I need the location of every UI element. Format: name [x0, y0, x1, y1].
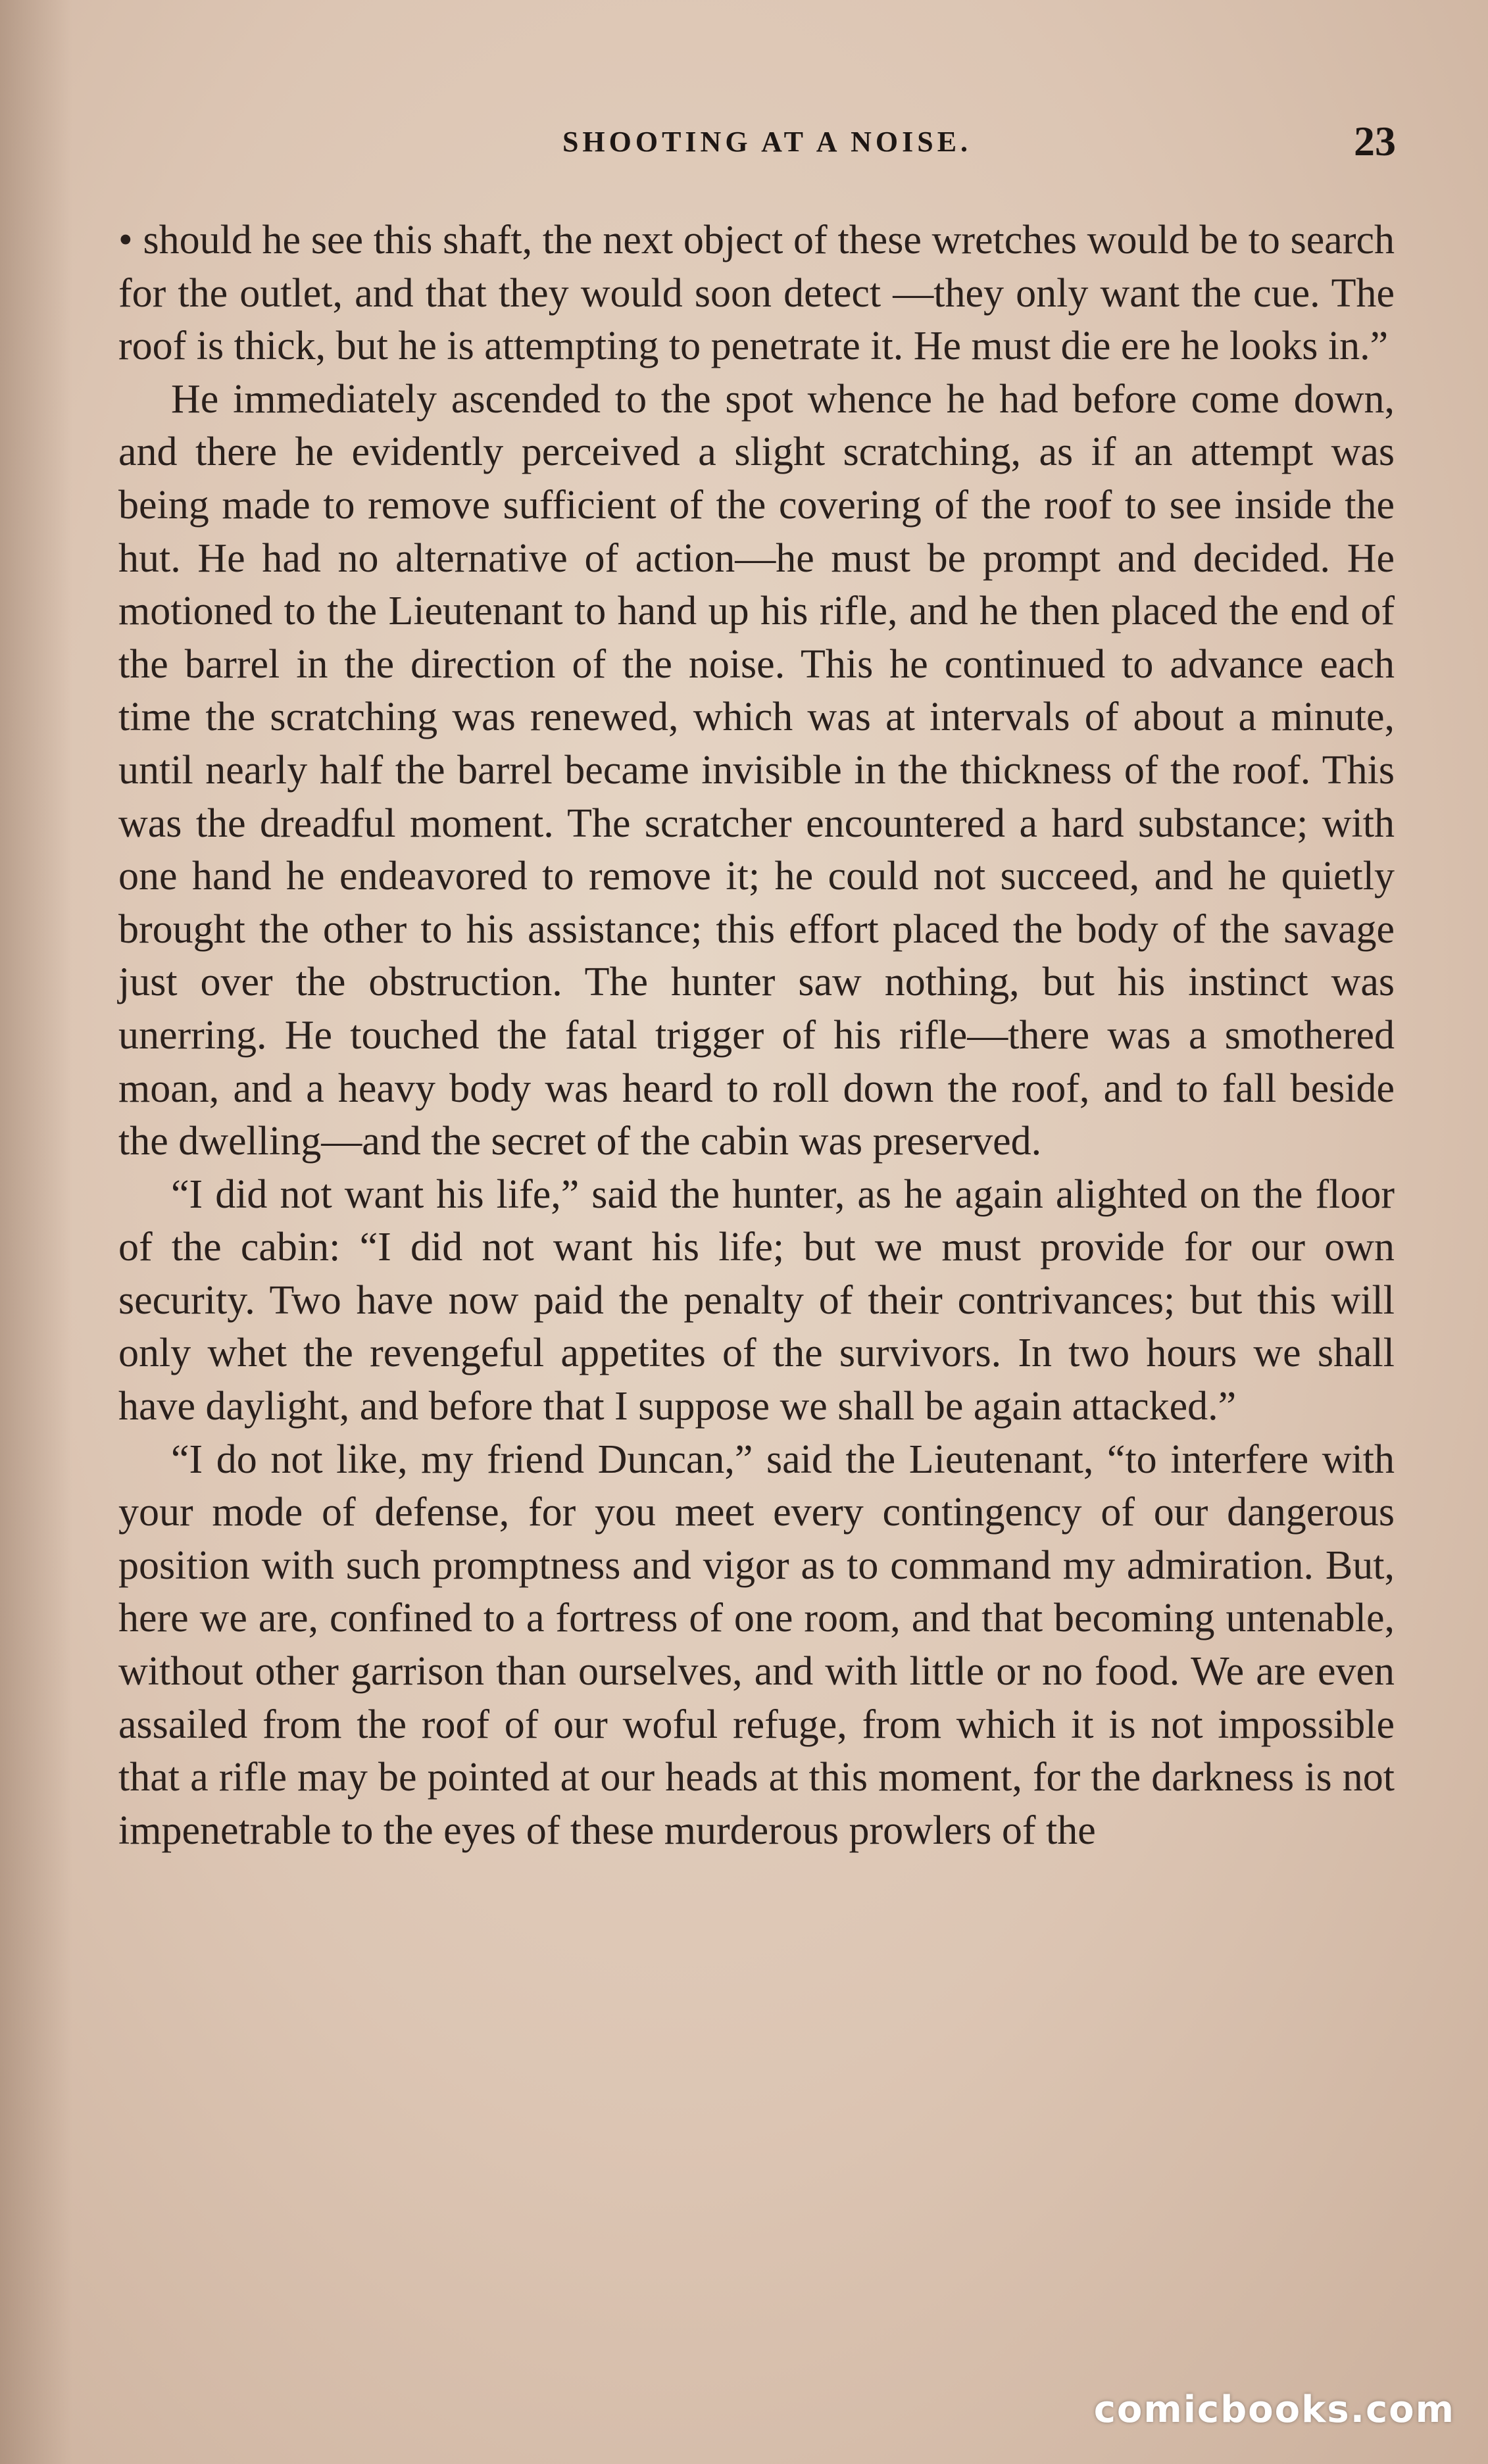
- page-header: [112, 117, 1422, 170]
- body-text: [118, 214, 1395, 1857]
- page-edge-shadow: [0, 0, 72, 2464]
- paragraph-1: • should he see this shaft, the next object of these wretches would be to search for the outlet, and that they would soon detect —they only want the cue. The roof is thick, but he is attempting to penetrate it. He must die ere he looks in.”: [118, 218, 1395, 369]
- paragraph-3: “I did not want his life,” said the hunter, as he again alighted on the floor of the cabin: “I did not want his life; but we must provide for our own security. Two have now paid the penalty of their contrivances; but this will only whet the revengeful appetites of the survivors. In two hours we shall have daylight, and before that I suppose we shall be again attacked.”: [118, 1171, 1395, 1429]
- paragraph-4: “I do not like, my friend Duncan,” said the Lieutenant, “to interfere with your mode of defense, for you meet every contingency of our dangerous position with such promptness and vigor as to command my admiration. But, here we are, confined to a fortress of one room, and that becoming untenable, without other garrison than ourselves, and with little or no food. We are even assailed from the roof of our woful refuge, from which it is not impossible that a rifle may be pointed at our heads at this moment, for the darkness is not impenetrable to the eyes of these murderous prowlers of the: [118, 1437, 1395, 1853]
- watermark: comicbooks.com: [1093, 2388, 1455, 2431]
- paragraph-2: He immediately ascended to the spot whence he had before come down, and there he evidently perceived a slight scratching, as if an attempt was being made to remove sufficient of the covering of the roof to see inside the hut. He had no alternative of action—he must be prompt and decided. He motioned to the Lieutenant to hand up his rifle, and he then placed the end of the barrel in the direction of the noise. This he continued to advance each time the scratching was renewed, which was at intervals of about a minute, until nearly half the barrel became invisible in the thickness of the roof. This was the dreadful moment. The scratcher encountered a hard substance; with one hand he endeavored to remove it; he could not succeed, and he quietly brought the other to his assistance; this effort placed the body of the savage just over the obstruction. The hunter saw nothing, but his instinct was unerring. He touched the fatal trigger of his rifle—there was a smothered moan, and a heavy body was heard to roll down the roof, and to fall beside the dwelling—and the secret of the cabin was preserved.: [118, 376, 1395, 1164]
- running-head: SHOOTING AT A NOISE.: [562, 126, 972, 158]
- page-number: 23: [1354, 118, 1396, 164]
